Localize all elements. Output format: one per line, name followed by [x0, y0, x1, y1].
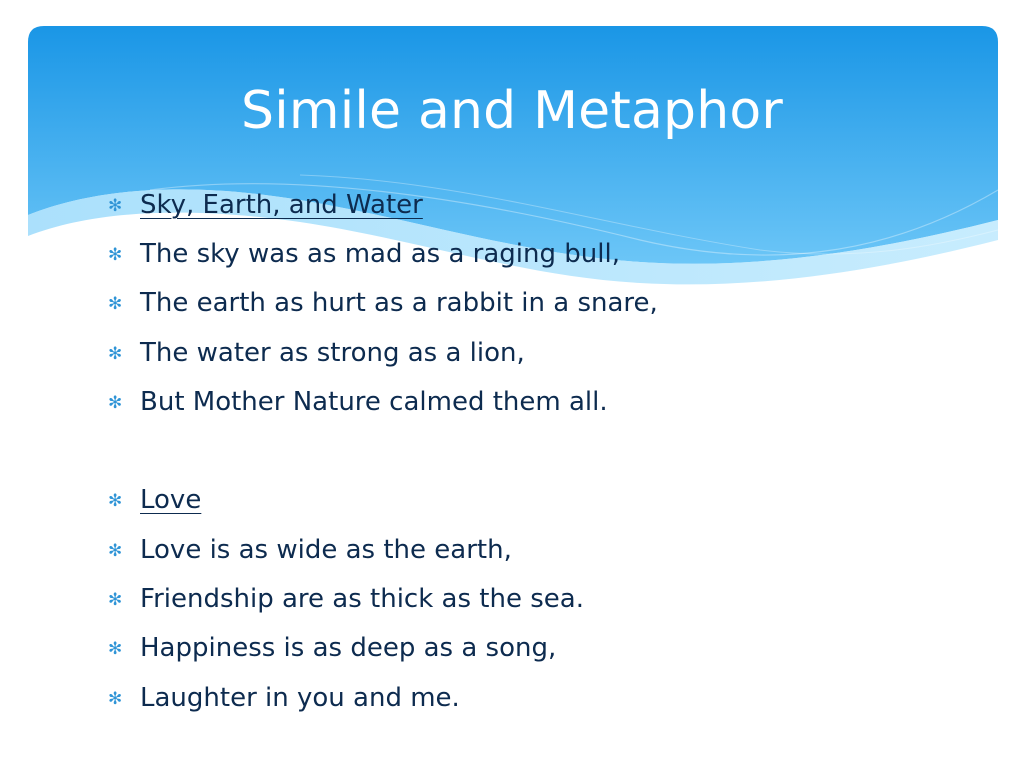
asterisk-bullet-icon: ✻	[108, 540, 123, 561]
list-item	[108, 180, 658, 229]
list-item	[108, 279, 658, 328]
list-item	[108, 525, 658, 574]
asterisk-bullet-icon: ✻	[108, 688, 123, 709]
asterisk-bullet-icon: ✻	[108, 639, 123, 660]
list-item	[108, 673, 658, 722]
list-item	[108, 574, 658, 623]
list-item	[108, 229, 658, 278]
asterisk-bullet-icon: ✻	[108, 491, 123, 512]
asterisk-bullet-icon: ✻	[108, 343, 123, 364]
poem-line: But Mother Nature calmed them all.	[140, 386, 608, 417]
poem-line: The earth as hurt as a rabbit in a snare,	[140, 288, 658, 319]
slide-title: Simile and Metaphor	[241, 81, 783, 141]
blank-line	[108, 426, 658, 475]
asterisk-bullet-icon: ✻	[108, 590, 123, 611]
asterisk-bullet-icon: ✻	[108, 244, 123, 265]
asterisk-bullet-icon: ✻	[108, 195, 123, 216]
list-item	[108, 476, 658, 525]
poem-line: Friendship are as thick as the sea.	[140, 584, 584, 615]
asterisk-bullet-icon: ✻	[108, 294, 123, 315]
asterisk-bullet-icon: ✻	[108, 392, 123, 413]
poem-line: The water as strong as a lion,	[140, 337, 525, 368]
poem-line: Laughter in you and me.	[140, 682, 460, 713]
list-item	[108, 377, 658, 426]
bullet-list	[108, 180, 658, 722]
section-heading: Love	[140, 485, 202, 516]
list-item	[108, 328, 658, 377]
list-item	[108, 624, 658, 673]
poem-line: Happiness is as deep as a song,	[140, 633, 557, 664]
poem-line: Love is as wide as the earth,	[140, 534, 512, 565]
poem-line: The sky was as mad as a raging bull,	[140, 238, 620, 269]
section-heading: Sky, Earth, and Water	[140, 189, 423, 220]
